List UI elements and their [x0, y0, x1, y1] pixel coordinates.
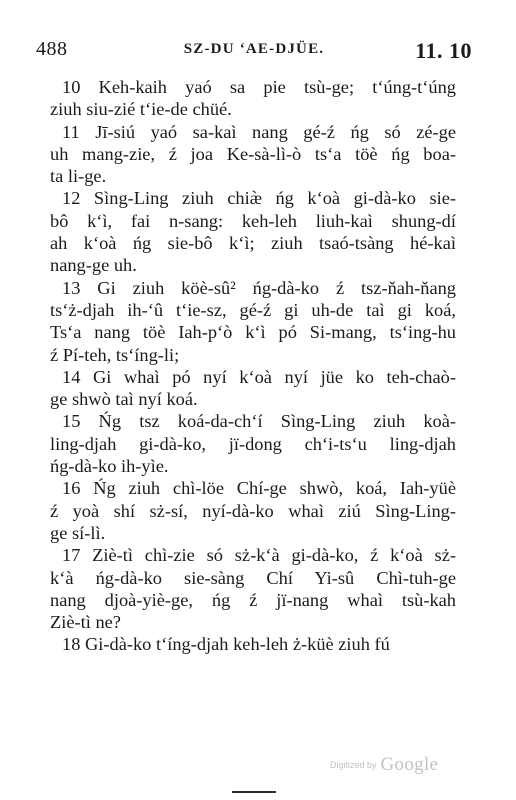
- verse-line: tsʻż-djah ih-ʻû tʻie-sz, gé-ź gi uh-de taì gi koá,: [50, 299, 456, 320]
- verse-line: Tsʻa nang töè Iah-pʻò kʻì pó Si-mang, tsʻing-hu: [50, 322, 456, 343]
- verse-line: ling-djah gi-dà-ko, jï-dong chʻi-tsʻu ling-djah: [50, 433, 456, 454]
- verse-paragraph: [50, 410, 456, 477]
- verse-line-numbered: 15 Ńg tsz koá-da-chʻí Sìng-Ling ziuh koà-: [62, 411, 456, 432]
- text-body: [50, 76, 456, 656]
- verse-paragraph: [50, 76, 456, 121]
- verse-paragraph: [50, 277, 456, 366]
- verse-line-numbered: 13 Gi ziuh köè-sû² ńg-dà-ko ź tsz-ňah-ňang: [62, 277, 456, 298]
- verse-line: bô kʻì, fai n-sang: keh-leh liuh-kaì shung-dí: [50, 210, 456, 231]
- verse-paragraph: [50, 187, 456, 276]
- verse-line-numbered: 18 Gi-dà-ko tʻíng-djah keh-leh ż-küè ziuh fú: [62, 634, 390, 655]
- verse-line: nang-ge uh.: [50, 255, 137, 276]
- verse-line: nang djoà-yiè-ge, ńg ź jï-nang whaì tsù-kah: [50, 589, 456, 610]
- verse-line-numbered: 16 Ńg ziuh chì-löe Chí-ge shwò, koá, Iah-yüè: [62, 478, 456, 499]
- verse-line: kʻà ńg-dà-ko sie-sàng Chí Yi-sû Chì-tuh-ge: [50, 567, 456, 588]
- verse-line: ta li-ge.: [50, 166, 107, 187]
- verse-line: ge shwò taì nyí koá.: [50, 389, 198, 410]
- verse-line-numbered: 10 Keh-kaih yaó sa pie tsù-ge; tʻúng-tʻúng: [62, 77, 456, 97]
- running-title: SZ-DU ʻAE-DJÜE.: [183, 41, 325, 57]
- verse-paragraph: [50, 366, 456, 411]
- verse-line: ńg-dà-ko ih-yìe.: [50, 456, 169, 477]
- verse-paragraph: [50, 544, 456, 633]
- verse-line-numbered: 11 Jī-siú yaó sa-kaì nang gé-ź ńg só zé-ge: [62, 121, 456, 142]
- verse-line: uh mang-zie, ź joa Ke-sà-lì-ò tsʻa töè ńg boa-: [50, 143, 456, 164]
- verse-line: ziuh siu-zié tʻie-de chüé.: [50, 99, 232, 120]
- running-header: [36, 38, 472, 64]
- verse-line: ź Pí-teh, tsʻíng-li;: [50, 344, 180, 365]
- verse-line: ge sí-lì.: [50, 522, 106, 543]
- verse-paragraph: [50, 121, 456, 188]
- verse-paragraph: [50, 477, 456, 544]
- digitization-watermark: [330, 754, 438, 776]
- page-number: 488: [36, 38, 68, 60]
- footer-rule: [232, 791, 276, 793]
- google-logo: Google: [380, 754, 439, 775]
- verse-line: ah kʻoà ńg sie-bô kʻì; ziuh tsaó-tsàng hé-kaì: [50, 233, 456, 254]
- verse-line: ź yoà shí sż-sí, nyí-dà-ko whaì ziú Sìng-Ling-: [50, 500, 456, 521]
- verse-line: Ziè-tì ne?: [50, 612, 121, 633]
- verse-line-numbered: 14 Gi whaì pó nyí kʻoà nyí jüe ko teh-chaò-: [62, 366, 456, 387]
- watermark-prefix: Digitized by: [330, 760, 377, 770]
- verse-paragraph: [50, 633, 456, 655]
- verse-line-numbered: 12 Sìng-Ling ziuh chiæ̀ ńg kʻoà gi-dà-ko sie-: [62, 188, 456, 209]
- chapter-verse-reference: 11. 10: [415, 38, 472, 63]
- verse-line-numbered: 17 Ziè-tì chì-zie só sż-kʻà gi-dà-ko, ź kʻoà sż-: [62, 545, 456, 566]
